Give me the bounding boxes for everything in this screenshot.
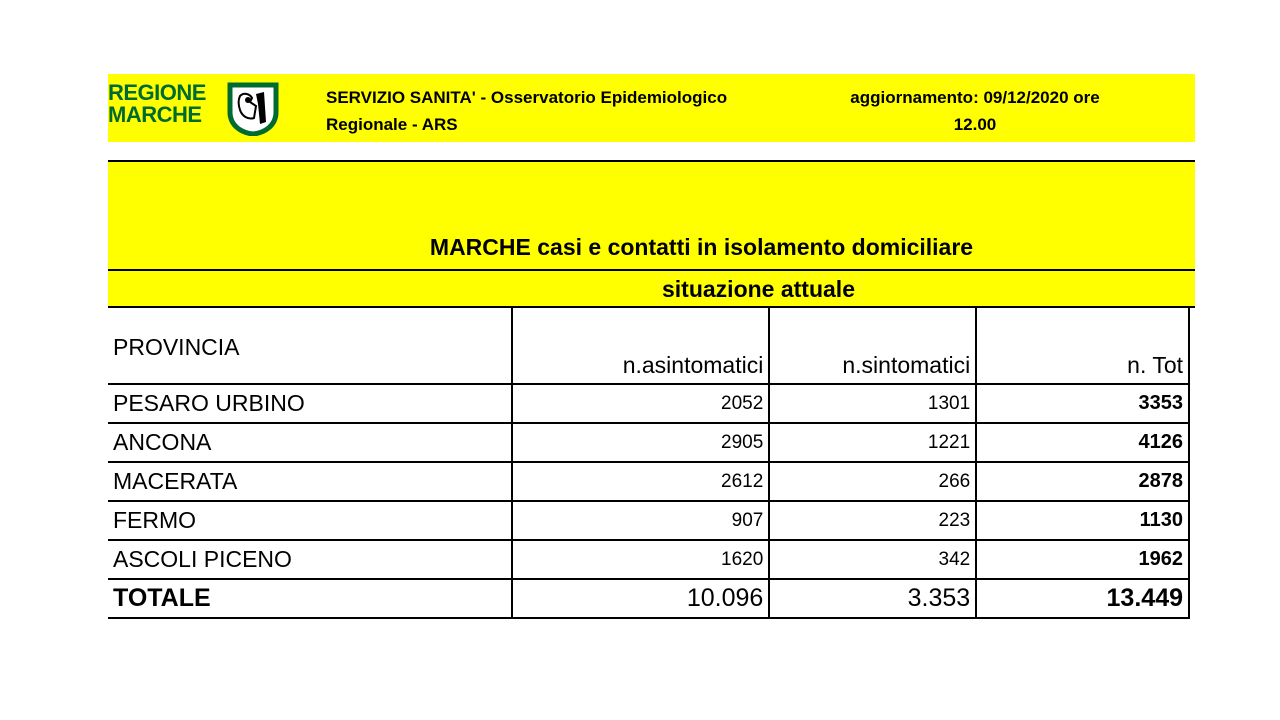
cell-provincia: PESARO URBINO (108, 384, 512, 423)
logo-line-2: MARCHE (108, 102, 202, 127)
cell-asintomatici: 2612 (512, 462, 770, 501)
total-tot: 13.449 (976, 579, 1189, 618)
table-total-row (108, 579, 1189, 618)
column-header-provincia: PROVINCIA (108, 308, 512, 384)
cell-tot: 1130 (976, 501, 1189, 540)
service-line-1: SERVIZIO SANITA' - Osservatorio Epidemiologico (326, 88, 728, 107)
total-label: TOTALE (108, 579, 512, 618)
title-divider (108, 269, 1195, 271)
cell-tot: 2878 (976, 462, 1189, 501)
cell-sintomatici: 223 (769, 501, 976, 540)
title-band (108, 160, 1195, 308)
cell-asintomatici: 907 (512, 501, 770, 540)
total-sintomatici: 3.353 (769, 579, 976, 618)
logo-line-1: REGIONE (108, 80, 206, 105)
cell-asintomatici: 2905 (512, 423, 770, 462)
cell-provincia: ASCOLI PICENO (108, 540, 512, 579)
cell-provincia: FERMO (108, 501, 512, 540)
column-header-sintomatici: n.sintomatici (769, 308, 976, 384)
page-subtitle: situazione attuale (662, 276, 855, 302)
service-line-2: Regionale - ARS (326, 115, 458, 134)
total-asintomatici: 10.096 (512, 579, 770, 618)
regione-marche-logo (108, 79, 283, 137)
update-line-1: aggiornamento: 09/12/2020 ore (850, 88, 1100, 107)
page-title: MARCHE casi e contatti in isolamento domiciliare (429, 234, 974, 260)
cell-provincia: ANCONA (108, 423, 512, 462)
service-label (326, 84, 727, 138)
logo-text (108, 82, 206, 126)
shield-icon (226, 82, 280, 136)
table-header-row (108, 308, 1189, 384)
cell-sintomatici: 266 (769, 462, 976, 501)
header-band (108, 74, 1195, 142)
table-row (108, 501, 1189, 540)
isolation-table (108, 308, 1190, 619)
cell-provincia: MACERATA (108, 462, 512, 501)
cell-sintomatici: 342 (769, 540, 976, 579)
update-line-2: 12.00 (953, 115, 997, 134)
cell-sintomatici: 1221 (769, 423, 976, 462)
cell-tot: 1962 (976, 540, 1189, 579)
cell-tot: 3353 (976, 384, 1189, 423)
cell-asintomatici: 1620 (512, 540, 770, 579)
table-row (108, 540, 1189, 579)
cell-tot: 4126 (976, 423, 1189, 462)
table-row (108, 423, 1189, 462)
table-row (108, 384, 1189, 423)
cell-sintomatici: 1301 (769, 384, 976, 423)
cell-asintomatici: 2052 (512, 384, 770, 423)
table-row (108, 462, 1189, 501)
column-header-tot: n. Tot (976, 308, 1189, 384)
update-timestamp (808, 84, 1142, 138)
column-header-asintomatici: n.asintomatici (512, 308, 770, 384)
